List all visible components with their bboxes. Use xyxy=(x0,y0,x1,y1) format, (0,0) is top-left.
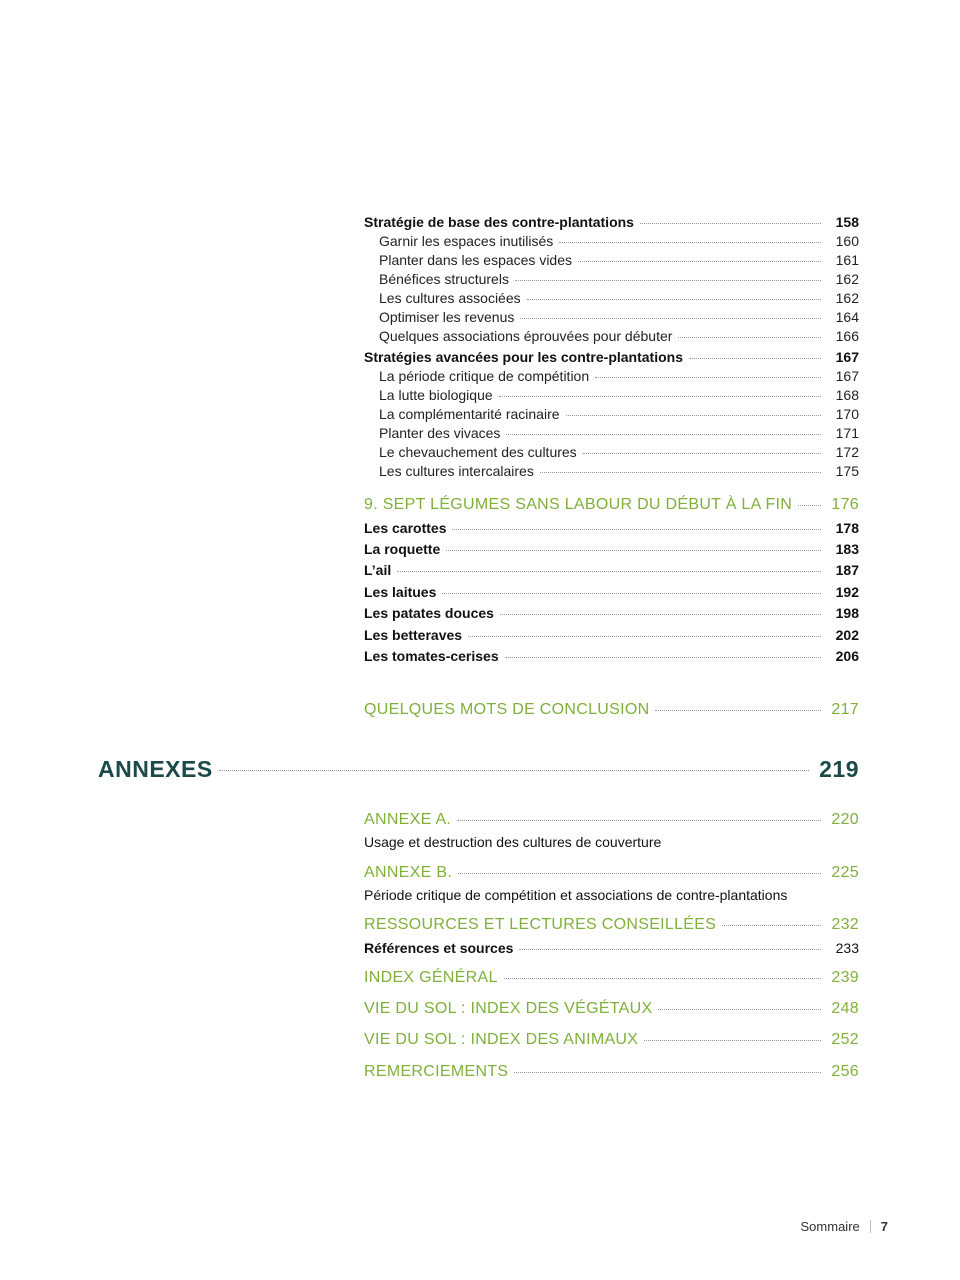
dot-leader xyxy=(504,978,821,979)
chapter-page: 256 xyxy=(831,1063,859,1080)
dot-leader xyxy=(468,636,821,637)
toc-entry-title: Le chevauchement des cultures xyxy=(379,444,577,460)
toc-entry-page: 198 xyxy=(835,605,859,621)
chapter-title: RESSOURCES ET LECTURES CONSEILLÉES xyxy=(364,916,717,933)
toc-entry xyxy=(379,233,859,249)
toc-entry-page: 233 xyxy=(835,940,859,956)
chapter-title: 9. SEPT LÉGUMES SANS LABOUR DU DÉBUT À LA FIN xyxy=(364,496,793,513)
toc-entry xyxy=(379,368,859,384)
toc-entry-title: Les cultures intercalaires xyxy=(379,463,534,479)
toc-entry xyxy=(364,584,859,600)
toc-entry xyxy=(379,252,859,268)
toc-entry xyxy=(379,328,859,344)
toc-entry-page: 178 xyxy=(835,520,859,536)
toc-entry-title: L’ail xyxy=(364,562,392,578)
toc-entry xyxy=(364,214,859,230)
chapter-heading xyxy=(364,811,859,829)
chapter-heading xyxy=(364,1063,859,1081)
dot-leader xyxy=(640,223,821,224)
chapter-title: ANNEXE B. xyxy=(364,864,453,881)
toc-entry xyxy=(379,463,859,479)
toc-entry-title: La lutte biologique xyxy=(379,387,493,403)
toc-entry-page: 175 xyxy=(835,463,859,479)
toc-entry-title: Garnir les espaces inutilisés xyxy=(379,233,554,249)
toc-entry-page: 160 xyxy=(835,233,859,249)
toc-entry-title: La roquette xyxy=(364,541,441,557)
chapter-title: REMERCIEMENTS xyxy=(364,1063,509,1080)
toc-entry-title: Planter dans les espaces vides xyxy=(379,252,572,268)
dot-leader xyxy=(452,529,821,530)
toc-entry xyxy=(364,940,859,956)
chapter-page: 220 xyxy=(831,811,859,828)
chapter-page: 248 xyxy=(831,1000,859,1017)
toc-entry-title: Planter des vivaces xyxy=(379,425,501,441)
toc-entry-title: La période critique de compétition xyxy=(379,368,590,384)
toc-entry xyxy=(364,605,859,621)
dot-leader xyxy=(578,261,821,262)
dot-leader xyxy=(519,949,821,950)
toc-entry-page: 166 xyxy=(835,328,859,344)
chapter-title: VIE DU SOL : INDEX DES ANIMAUX xyxy=(364,1031,639,1048)
toc-entry-title: Références et sources xyxy=(364,940,514,956)
toc-entry-page: 192 xyxy=(835,584,859,600)
chapter-page: 252 xyxy=(831,1031,859,1048)
dot-leader xyxy=(499,396,821,397)
toc-entry-title: La complémentarité racinaire xyxy=(379,406,560,422)
dot-leader xyxy=(520,318,821,319)
toc-entry xyxy=(379,406,859,422)
page-footer xyxy=(801,1219,888,1234)
footer-section-label: Sommaire xyxy=(800,1219,860,1234)
toc-entry-title: Les tomates-cerises xyxy=(364,648,499,664)
dot-leader xyxy=(559,242,821,243)
dot-leader xyxy=(540,472,821,473)
chapter-page: 217 xyxy=(831,701,859,718)
toc-entry-page: 183 xyxy=(835,541,859,557)
toc-entry-title: Les laitues xyxy=(364,584,437,600)
dot-leader xyxy=(678,337,821,338)
toc-entry-title: Stratégies avancées pour les contre-plantations xyxy=(364,349,683,365)
toc-entry-page: 170 xyxy=(835,406,859,422)
toc-entry-page: 168 xyxy=(835,387,859,403)
toc-entry xyxy=(364,562,859,578)
dot-leader xyxy=(583,453,821,454)
dot-leader xyxy=(457,820,821,821)
chapter-heading xyxy=(364,701,859,719)
toc-entry-page: 171 xyxy=(835,425,859,441)
toc-entry-page: 172 xyxy=(835,444,859,460)
toc-entry xyxy=(364,648,859,664)
dot-leader xyxy=(595,377,821,378)
chapter-page: 225 xyxy=(831,864,859,881)
dot-leader xyxy=(397,571,821,572)
toc-entry-page: 161 xyxy=(835,252,859,268)
chapter-subtitle: Période critique de compétition et associations de contre-plantations xyxy=(364,887,788,903)
toc-entry-page: 167 xyxy=(835,349,859,365)
toc-entry-title: Optimiser les revenus xyxy=(379,309,515,325)
dot-leader xyxy=(514,1072,821,1073)
chapter-title: ANNEXE A. xyxy=(364,811,452,828)
chapter-page: 232 xyxy=(831,916,859,933)
toc-entry-title: Les cultures associées xyxy=(379,290,521,306)
toc-entry-title: Bénéfices structurels xyxy=(379,271,509,287)
chapter-heading xyxy=(364,1031,859,1049)
toc-entry-title: Les betteraves xyxy=(364,627,463,643)
dot-leader xyxy=(798,505,821,506)
dot-leader xyxy=(505,657,821,658)
chapter-page: 239 xyxy=(831,969,859,986)
toc-entry-page: 158 xyxy=(835,214,859,230)
toc-entry-title: Quelques associations éprouvées pour débuter xyxy=(379,328,673,344)
part-heading xyxy=(98,756,859,783)
part-page: 219 xyxy=(819,756,859,782)
part-title: ANNEXES xyxy=(98,756,213,782)
toc-entry-page: 167 xyxy=(835,368,859,384)
chapter-title: VIE DU SOL : INDEX DES VÉGÉTAUX xyxy=(364,1000,653,1017)
toc-entry-page: 162 xyxy=(835,271,859,287)
chapter-title: QUELQUES MOTS DE CONCLUSION xyxy=(364,701,650,718)
toc-entry-title: Stratégie de base des contre-plantations xyxy=(364,214,634,230)
toc-entry-page: 206 xyxy=(835,648,859,664)
toc-entry-page: 187 xyxy=(835,562,859,578)
toc-entry-page: 164 xyxy=(835,309,859,325)
dot-leader xyxy=(506,434,821,435)
toc-entry xyxy=(379,309,859,325)
chapter-heading xyxy=(364,916,859,934)
toc-entry-page: 162 xyxy=(835,290,859,306)
dot-leader xyxy=(446,550,821,551)
dot-leader xyxy=(655,710,821,711)
toc-entry xyxy=(379,425,859,441)
toc-entry xyxy=(379,387,859,403)
dot-leader xyxy=(527,299,821,300)
chapter-subtitle: Usage et destruction des cultures de couverture xyxy=(364,834,662,850)
toc-entry-page: 202 xyxy=(835,627,859,643)
chapter-title: INDEX GÉNÉRAL xyxy=(364,969,498,986)
dot-leader xyxy=(566,415,821,416)
toc-entry xyxy=(379,290,859,306)
dot-leader xyxy=(219,770,809,771)
toc-entry xyxy=(364,541,859,557)
dot-leader xyxy=(722,925,821,926)
dot-leader xyxy=(442,593,821,594)
dot-leader xyxy=(500,614,821,615)
toc-entry xyxy=(379,271,859,287)
footer-page-number: 7 xyxy=(880,1219,888,1234)
toc-entry xyxy=(379,444,859,460)
chapter-page: 176 xyxy=(831,496,859,513)
toc-entry-title: Les patates douces xyxy=(364,605,494,621)
toc-entry-title: Les carottes xyxy=(364,520,447,536)
dot-leader xyxy=(689,358,821,359)
dot-leader xyxy=(644,1040,821,1041)
chapter-heading xyxy=(364,1000,859,1018)
toc-entry xyxy=(364,349,859,365)
dot-leader xyxy=(658,1009,821,1010)
footer-divider xyxy=(870,1220,871,1233)
chapter-heading xyxy=(364,864,859,882)
toc-entry xyxy=(364,627,859,643)
dot-leader xyxy=(458,873,821,874)
dot-leader xyxy=(515,280,821,281)
chapter-heading xyxy=(364,496,859,514)
chapter-heading xyxy=(364,969,859,987)
toc-entry xyxy=(364,520,859,536)
